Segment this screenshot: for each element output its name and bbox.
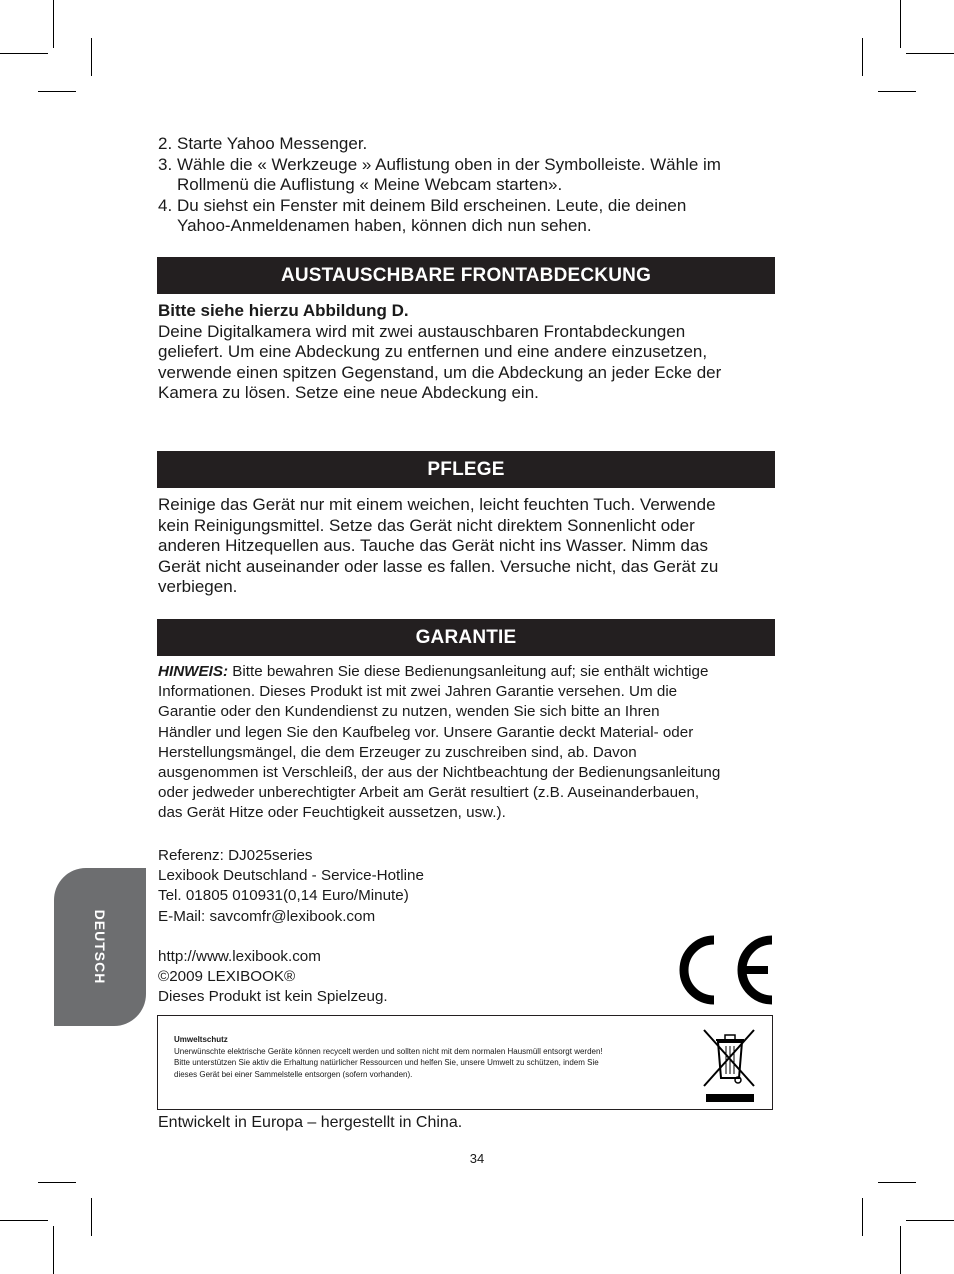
frontcover-intro: Bitte siehe hierzu Abbildung D. xyxy=(158,301,409,320)
step-item xyxy=(158,196,774,237)
paragraph-line: Händler und legen Sie den Kaufbeleg vor. Unsere Garantie deckt Material- oder xyxy=(158,723,694,741)
footer-note: Entwickelt in Europa – hergestellt in China. xyxy=(158,1114,463,1131)
crop-mark xyxy=(878,91,916,92)
language-tab-label: DEUTSCH xyxy=(92,909,108,985)
paragraph-line: anderen Hitzequellen aus. Tauche das Gerät nicht ins Wasser. Nimm das xyxy=(158,536,708,556)
paragraph-line: Kamera zu lösen. Setze eine neue Abdeckung ein. xyxy=(158,383,539,403)
crop-mark xyxy=(0,53,48,54)
environment-line: Unerwünschte elektrische Geräte können recycelt werden und sollten nicht mit dem normalen Hausmüll entsorgt werden! xyxy=(174,1046,603,1056)
reference-line: Referenz: DJ025series xyxy=(158,847,313,864)
paragraph-line: Reinige das Gerät nur mit einem weichen, leicht feuchten Tuch. Verwende xyxy=(158,495,716,514)
crop-mark xyxy=(38,1182,76,1183)
step-number: 2. xyxy=(158,134,173,153)
crop-mark xyxy=(862,1198,863,1236)
paragraph-line: Herstellungsmängel, die dem Erzeuger zu zuschreiben sind, ab. Davon xyxy=(158,743,637,761)
step-text: Rollmenü die Auflistung « Meine Webcam starten». xyxy=(177,175,563,195)
crop-mark xyxy=(53,0,54,48)
ce-mark-icon xyxy=(676,934,776,1006)
crop-mark xyxy=(0,1220,48,1221)
crop-mark xyxy=(38,91,76,92)
website-line: http://www.lexibook.com xyxy=(158,948,321,965)
step-item xyxy=(158,155,774,196)
paragraph-line: geliefert. Um eine Abdeckung zu entfernen und eine andere einzusetzen, xyxy=(158,342,708,362)
steps-list xyxy=(158,134,774,237)
phone-line: Tel. 01805 010931(0,14 Euro/Minute) xyxy=(158,887,409,905)
hint-label: HINWEIS: xyxy=(158,663,229,680)
section-heading-care: PFLEGE xyxy=(157,451,775,488)
crop-mark xyxy=(91,38,92,76)
crop-mark xyxy=(878,1182,916,1183)
paragraph-line: verwende einen spitzen Gegenstand, um die Abdeckung an jeder Ecke der xyxy=(158,362,722,382)
section-heading-warranty: GARANTIE xyxy=(157,619,775,656)
environment-notice xyxy=(157,1015,773,1110)
page-number: 34 xyxy=(469,1151,485,1166)
step-text: Du siehst ein Fenster mit deinem Bild erscheinen. Leute, die deinen xyxy=(177,195,687,215)
crop-mark xyxy=(900,0,901,48)
language-tab xyxy=(54,868,146,1026)
crop-mark xyxy=(900,1226,901,1274)
crop-mark xyxy=(53,1226,54,1274)
paragraph-line: Deine Digitalkamera wird mit zwei austauschbaren Frontabdeckungen xyxy=(158,321,686,341)
paragraph-line: Informationen. Dieses Produkt ist mit zwei Jahren Garantie versehen. Um die xyxy=(158,683,678,701)
step-text: Yahoo-Anmeldenamen haben, können dich nun sehen. xyxy=(177,216,592,236)
hint-text: Bitte bewahren Sie diese Bedienungsanleitung auf; sie enthält wichtige xyxy=(228,663,709,680)
environment-line: Bitte unterstützen Sie aktiv die Erhaltung natürlicher Ressourcen und helfen Sie, unsere Umwelt zu schützen, indem Sie xyxy=(174,1058,599,1067)
crop-mark xyxy=(91,1198,92,1236)
paragraph-line xyxy=(158,662,774,682)
environment-title: Umweltschutz xyxy=(174,1035,228,1044)
step-number: 3. xyxy=(158,154,173,174)
environment-line: dieses Gerät bei einer Sammelstelle entsorgen (sofern vorhanden). xyxy=(174,1069,413,1079)
paragraph-line: kein Reinigungsmittel. Setze das Gerät nicht direktem Sonnenlicht oder xyxy=(158,515,695,535)
paragraph-line: Garantie oder den Kundendienst zu nutzen, wenden Sie sich bitte an Ihren xyxy=(158,703,660,721)
frontcover-text xyxy=(158,301,774,404)
step-text: Wähle die « Werkzeuge » Auflistung oben in der Symbolleiste. Wähle im xyxy=(177,154,721,174)
step-item xyxy=(158,134,774,155)
crossed-bin-icon xyxy=(698,1024,758,1104)
step-number: 4. xyxy=(158,195,173,215)
crop-mark xyxy=(862,38,863,76)
step-text: Starte Yahoo Messenger. xyxy=(177,134,368,153)
paragraph-line: verbiegen. xyxy=(158,577,238,597)
email-line: E-Mail: savcomfr@lexibook.com xyxy=(158,907,376,925)
paragraph-line: oder jedweder unberechtigter Arbeit am Gerät resultiert (z.B. Auseinanderbauen, xyxy=(158,784,700,802)
crop-mark xyxy=(906,1220,954,1221)
paragraph-line: ausgenommen ist Verschleiß, der aus der Nichtbeachtung der Bedienungsanleitung xyxy=(158,764,721,782)
paragraph-line: Gerät nicht auseinander oder lasse es fallen. Versuche nicht, das Gerät zu xyxy=(158,556,719,576)
care-text xyxy=(158,495,774,598)
crop-mark xyxy=(906,53,954,54)
section-heading-frontcover: AUSTAUSCHBARE FRONTABDECKUNG xyxy=(157,257,775,294)
paragraph-line: das Gerät Hitze oder Feuchtigkeit aussetzen, usw.). xyxy=(158,804,506,822)
warranty-text xyxy=(158,662,774,824)
copyright-line: ©2009 LEXIBOOK® xyxy=(158,968,296,986)
hotline-line: Lexibook Deutschland - Service-Hotline xyxy=(158,867,424,885)
toy-notice: Dieses Produkt ist kein Spielzeug. xyxy=(158,988,388,1006)
